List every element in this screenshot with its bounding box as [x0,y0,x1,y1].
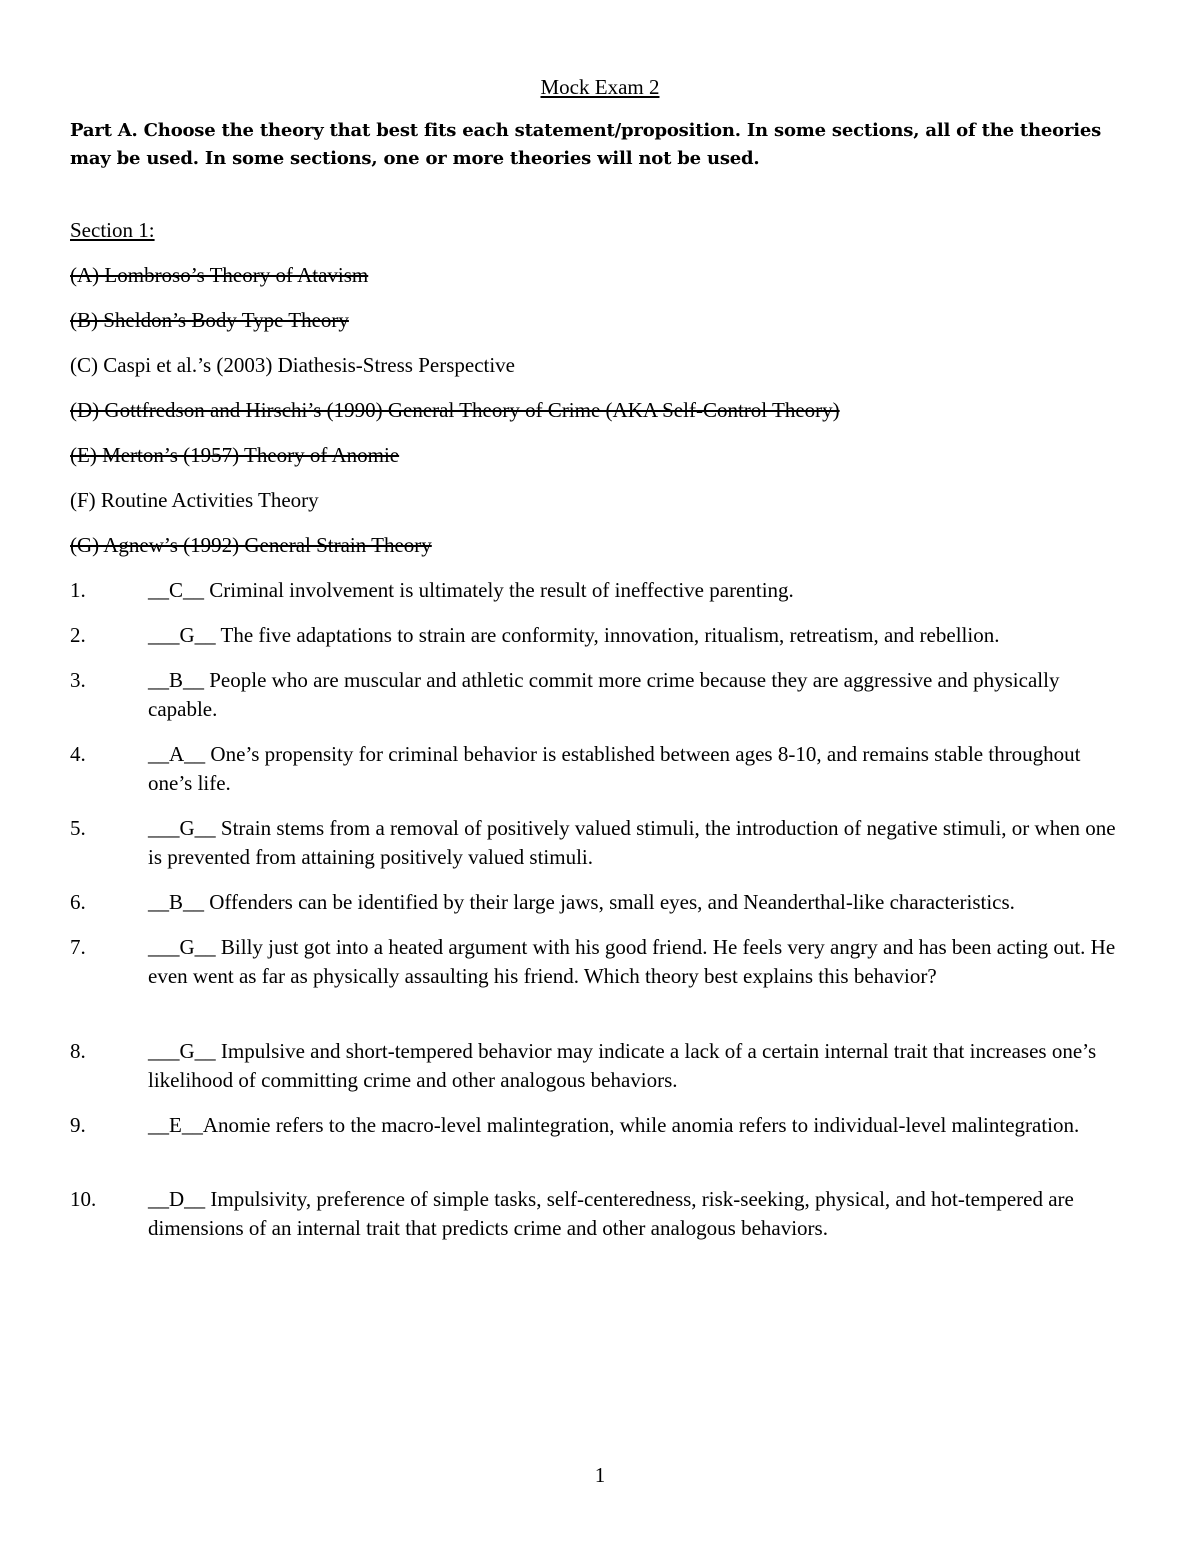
question-text: ___G__ Impulsive and short-tempered behavior may indicate a lack of a certain internal trait that increases one’s likelihood of committing crime and other analogous behaviors. [148,1039,1097,1092]
question-text: __C__ Criminal involvement is ultimately the result of ineffective parenting. [148,578,794,602]
question-text: ___G__ Billy just got into a heated argument with his good friend. He feels very angry and has been acting out. He even went as far as physically assaulting his friend. Which theory best explains this behavior? [148,935,1116,988]
page-title: Mock Exam 2 [540,75,660,99]
question-number: 7. [70,935,86,959]
section-heading: Section 1: [70,218,155,242]
theory-option-c: (C) Caspi et al.’s (2003) Diathesis-Stress Perspective [70,353,515,377]
question-number: 10. [70,1187,97,1211]
question-number: 1. [70,578,86,602]
question-item [70,1111,1130,1185]
question-number: 9. [70,1113,86,1137]
theory-option-b: (B) Sheldon’s Body Type Theory [70,308,349,332]
question-item [70,933,1130,1037]
theory-option-f: (F) Routine Activities Theory [70,488,319,512]
question-text: ___G__ Strain stems from a removal of positively valued stimuli, the introduction of negative stimuli, or when one is prevented from attaining positively valued stimuli. [148,816,1116,869]
question-text: __A__ One’s propensity for criminal behavior is established between ages 8-10, and remains stable throughout one’s life. [148,742,1081,795]
question-item [70,1185,1130,1259]
question-number: 8. [70,1039,86,1063]
question-item [70,814,1130,888]
question-text: __E__Anomie refers to the macro-level malintegration, while anomia refers to individual-level malintegration. [148,1113,1080,1137]
theory-option-e: (E) Merton’s (1957) Theory of Anomie [70,443,400,467]
theory-options-list [70,262,1130,577]
question-text: __B__ People who are muscular and athletic commit more crime because they are aggressive and physically capable. [148,668,1060,721]
theory-option-g: (G) Agnew’s (1992) General Strain Theory [70,533,432,557]
question-item [70,576,1130,621]
question-text: ___G__ The five adaptations to strain are conformity, innovation, ritualism, retreatism, and rebellion. [148,623,1000,647]
question-number: 5. [70,816,86,840]
question-item [70,666,1130,740]
question-number: 6. [70,890,86,914]
part-a-instructions: Part A. Choose the theory that best fits each statement/proposition. In some sections, all of the theories may be used. In some sections, one or more theories will not be used. [70,120,1102,169]
page-number: 1 [594,1463,606,1487]
question-item [70,740,1130,814]
theory-option-a: (A) Lombroso’s Theory of Atavism [70,263,369,287]
question-number: 3. [70,668,86,692]
question-item [70,1037,1130,1111]
question-item [70,888,1130,933]
question-text: __B__ Offenders can be identified by their large jaws, small eyes, and Neanderthal-like characteristics. [148,890,1015,914]
question-item [70,621,1130,666]
question-number: 4. [70,742,86,766]
question-number: 2. [70,623,86,647]
question-text: __D__ Impulsivity, preference of simple tasks, self-centeredness, risk-seeking, physical, and hot-tempered are dimensions of an internal trait that predicts crime and other analogous behaviors. [148,1187,1074,1240]
theory-option-d: (D) Gottfredson and Hirschi’s (1990) General Theory of Crime (AKA Self-Control Theory) [70,398,840,422]
question-list [70,576,1130,1259]
